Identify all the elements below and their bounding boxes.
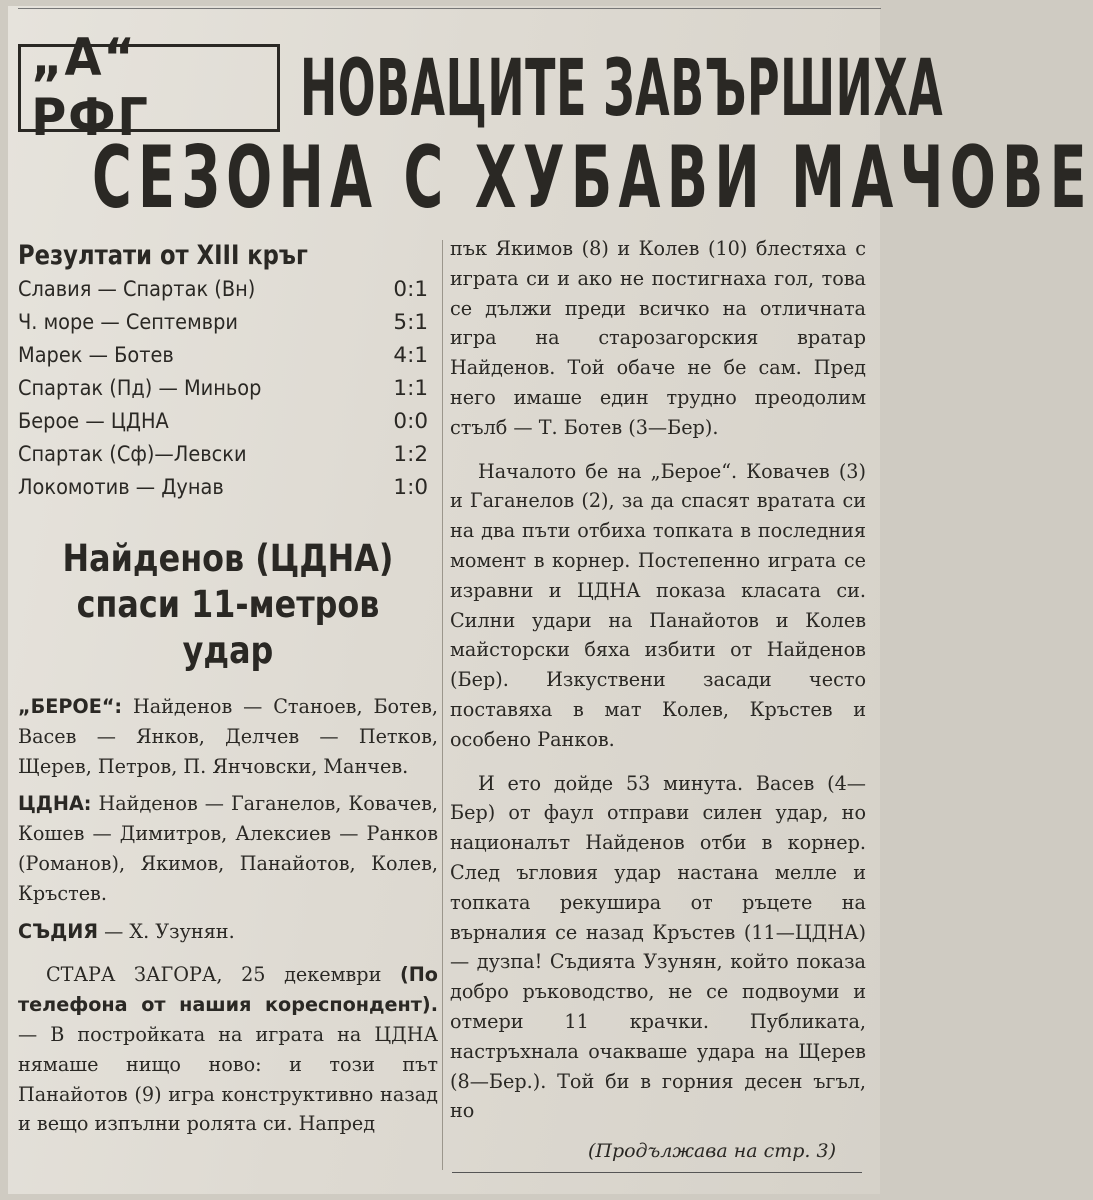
result-teams: Марек — Ботев (18, 343, 174, 368)
result-teams: Славия — Спартак (Вн) (18, 277, 256, 302)
result-row (18, 310, 438, 343)
section-box (18, 28, 280, 148)
result-score: 1:0 (393, 475, 428, 500)
headline-line-1: НОВАЦИТЕ ЗАВЪРШИХА (300, 44, 944, 134)
subhead-line-3: удар (182, 629, 274, 672)
results-title: Резултати от XIII кръг (18, 240, 308, 271)
lineup-beroe (18, 692, 438, 781)
referee-label: СЪДИЯ (18, 919, 99, 943)
lineup-cdna-label: ЦДНА: (18, 792, 92, 816)
left-column (18, 240, 438, 1139)
result-teams: Берое — ЦДНА (18, 409, 169, 434)
result-score: 0:0 (393, 409, 428, 434)
article-paragraph-1-cont: пък Якимов (8) и Колев (10) блестяха с играта си и ако не постигнаха гол, това се дължи преди всичко на отличната игра на старозагорския вратар Найденов. Той обаче не бе сам. Пред него имаше един трудно преодолим стълб — Т. Ботев (3—Бер). (450, 237, 866, 439)
lineup-cdna (18, 789, 438, 908)
dateline-note: (По телефона от нашия кореспондент). (18, 963, 438, 1017)
results-table (18, 277, 438, 508)
article-paragraph-3: И ето дойде 53 минута. Васев (4—Бер) от фаул отправи силен удар, но националът Найденов отби в корнер. След ъгловия удар настана мелле и топката рекушира от ръцете на върналия се назад Кръстев (11—ЦДНА) — дузпа! Съдията Узунян, който показа добро ръководство, не се подвоуми и отмери 11 крачки. Публиката, настръхнала очакваше удара на Щерев (8—Бер.). Той би в горния десен ъгъл, но (450, 771, 866, 1123)
result-teams: Ч. море — Септември (18, 310, 238, 335)
result-teams: Локомотив — Дунав (18, 475, 224, 500)
continued-note: (Продължава на стр. 3) (587, 1140, 836, 1163)
bottom-rule (452, 1172, 862, 1173)
result-row (18, 343, 438, 376)
result-score: 5:1 (393, 310, 428, 335)
section-label: „А“ РФГ (31, 28, 150, 148)
result-score: 4:1 (393, 343, 428, 368)
result-row (18, 442, 438, 475)
result-score: 0:1 (393, 277, 428, 302)
result-row (18, 409, 438, 442)
headline-line-2: СЕЗОНА С ХУБАВИ МАЧОВЕ (92, 128, 1093, 228)
subhead-line-1: Найденов (ЦДНА) (62, 537, 394, 580)
column-divider (442, 240, 443, 1170)
result-score: 1:2 (393, 442, 428, 467)
referee-line (18, 917, 438, 947)
article-subhead (47, 536, 408, 674)
referee-name: — Х. Узунян. (104, 919, 235, 943)
lineup-beroe-label: „БЕРОЕ“: (18, 695, 123, 718)
paragraph-1-text: — В постройката на играта на ЦДНА нямаше нищо ново: и този път Панайотов (9) игра конструктивно назад и вещо изпълни ролята си. Напред (18, 1022, 438, 1136)
top-rule (18, 8, 881, 9)
result-teams: Спартак (Пд) — Миньор (18, 376, 262, 401)
article-paragraph-2: Началото бе на „Берое“. Ковачев (3) и Гаганелов (2), за да спасят вратата си на два пъти отбиха топката в последния момент в корнер. Постепенно играта се изравни и ЦДНА показа класата си. Силни удари на Панайотов и Колев майсторски бяха избити от Найденов (Бер). Изкуствени засади често поставяха в мат Колев, Кръстев и особено Ранков. (450, 459, 866, 751)
subhead-line-2: спаси 11-метров (76, 583, 380, 626)
result-teams: Спартак (Сф)—Левски (18, 442, 247, 467)
lineup-beroe-text: Найденов — Станоев, Ботев, Васев — Янков, Делчев — Петков, Щерев, Петров, П. Янчовски, Манчев. (18, 695, 438, 778)
result-row (18, 277, 438, 310)
dateline: СТАРА ЗАГОРА, 25 декември (46, 963, 382, 987)
lineup-cdna-text: Найденов — Гаганелов, Ковачев, Кошев — Димитров, Алексиев — Ранков (Романов), Якимов, Панайотов, Колев, Кръстев. (18, 792, 438, 905)
right-column (450, 234, 866, 1162)
result-row (18, 475, 438, 508)
result-row (18, 376, 438, 409)
result-score: 1:1 (393, 376, 428, 401)
article-paragraph-1 (18, 960, 438, 1139)
